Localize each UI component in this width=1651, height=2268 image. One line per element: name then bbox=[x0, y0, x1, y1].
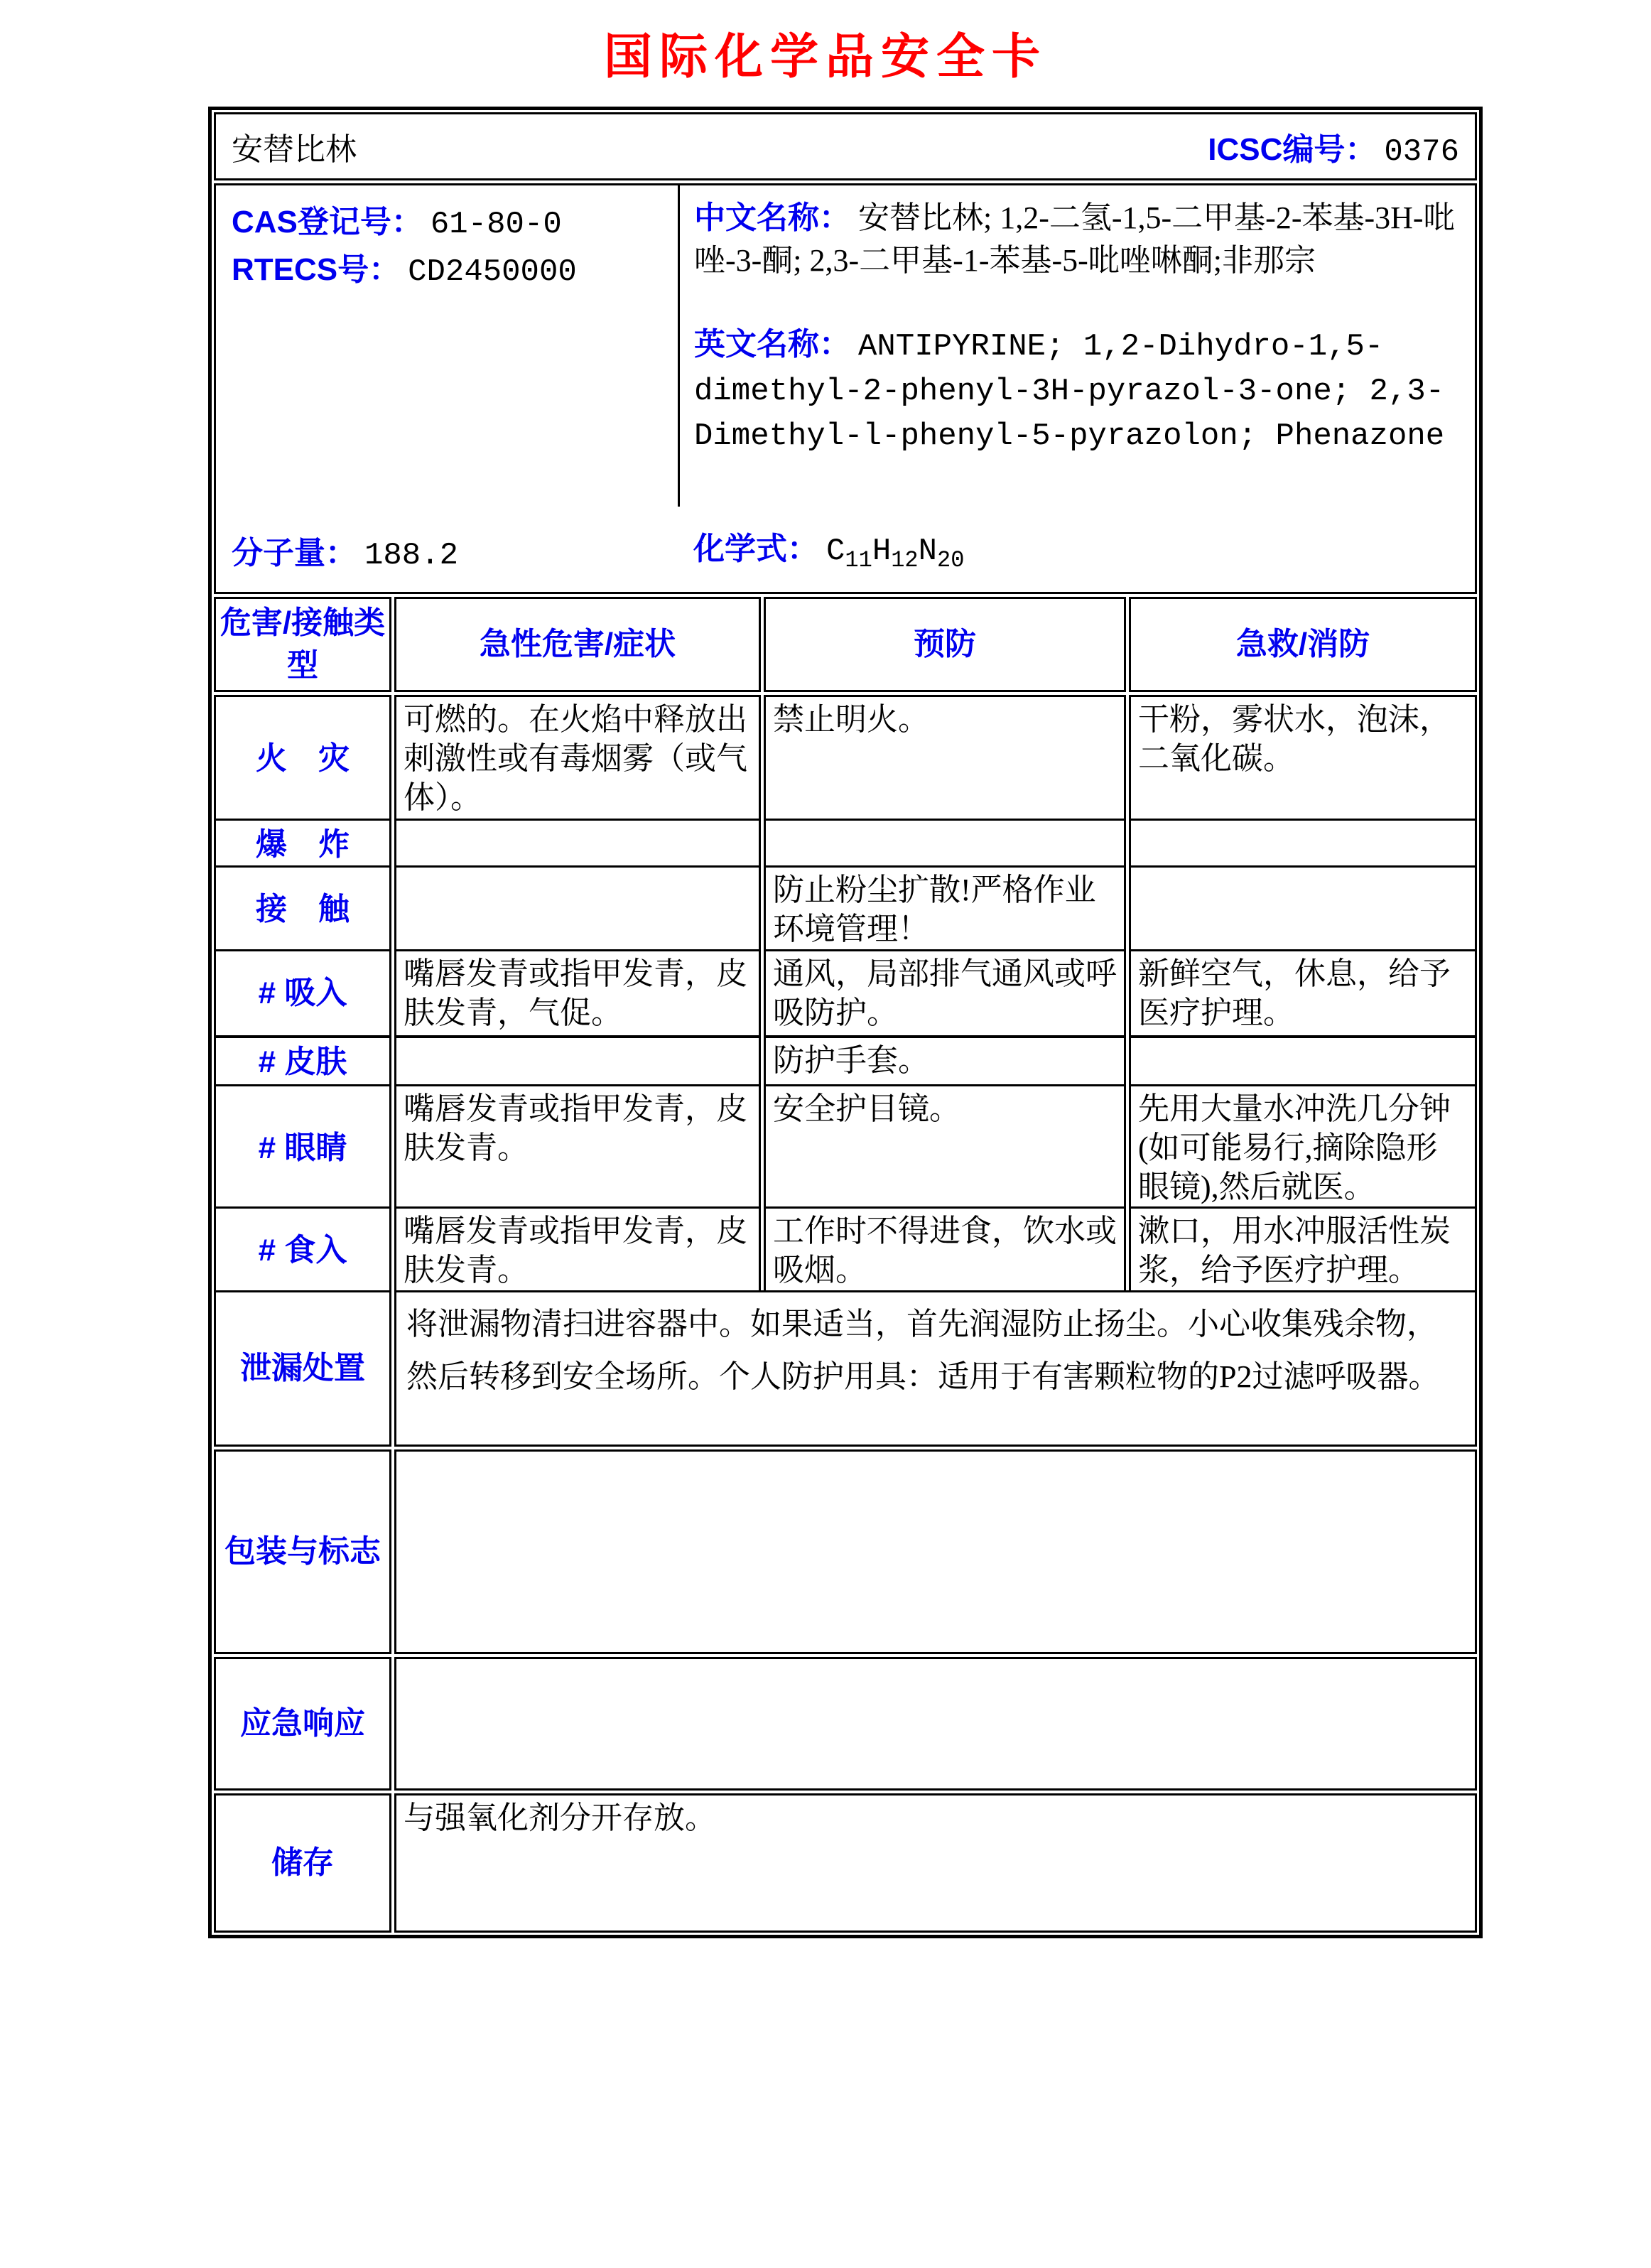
identifiers-row bbox=[214, 183, 1477, 594]
table-row-eyes bbox=[214, 1084, 1477, 1204]
header-hazard-type: 危害/接触类型 bbox=[214, 597, 391, 692]
packaging-labelling-content bbox=[394, 1449, 1477, 1654]
row-label-storage: 储存 bbox=[214, 1793, 391, 1933]
row-label-packaging-labelling: 包装与标志 bbox=[214, 1449, 391, 1654]
row-label-contact: 接 触 bbox=[214, 865, 391, 954]
row-label-emergency-response: 应急响应 bbox=[214, 1657, 391, 1791]
row-label-eyes: # 眼睛 bbox=[214, 1084, 391, 1211]
row-label-ingestion: # 食入 bbox=[214, 1206, 391, 1295]
table-row-packaging-labelling bbox=[214, 1449, 1477, 1654]
fire-firstaid: 干粉，雾状水，泡沫，二氧化碳。 bbox=[1129, 695, 1477, 822]
molecular-weight-label: 分子量： bbox=[232, 536, 357, 571]
eyes-prevention: 安全护目镜。 bbox=[764, 1084, 1126, 1211]
english-name-paragraph bbox=[694, 323, 1461, 458]
inhalation-prevention: 通风，局部排气通风或呼吸防护。 bbox=[764, 949, 1126, 1037]
chemical-formula bbox=[693, 523, 964, 573]
row-label-spill-disposal: 泄漏处置 bbox=[214, 1290, 391, 1447]
english-name-label: 英文名称： bbox=[694, 327, 850, 362]
table-row-explosion bbox=[214, 819, 1477, 863]
fire-symptoms: 可燃的。在火焰中释放出刺激性或有毒烟雾（或气体）。 bbox=[394, 695, 761, 822]
page-title: 国际化学品安全卡 bbox=[603, 30, 1047, 84]
ingestion-prevention: 工作时不得进食，饮水或吸烟。 bbox=[764, 1206, 1126, 1295]
contact-firstaid bbox=[1129, 865, 1477, 954]
rtecs-number-line bbox=[232, 247, 662, 295]
icsc-card bbox=[208, 107, 1483, 1938]
table-row-fire bbox=[214, 695, 1477, 816]
registry-numbers bbox=[216, 185, 678, 309]
table-row-ingestion bbox=[214, 1206, 1477, 1287]
inhalation-symptoms: 嘴唇发青或指甲发青，皮肤发青，气促。 bbox=[394, 949, 761, 1037]
fire-prevention: 禁止明火。 bbox=[764, 695, 1126, 822]
row-label-fire: 火 灾 bbox=[214, 695, 391, 822]
spill-disposal-content: 将泄漏物清扫进容器中。如果适当，首先润湿防止扬尘。小心收集残余物，然后转移到安全场所。个人防护用具：适用于有害颗粒物的P2过滤呼吸器。 bbox=[394, 1290, 1477, 1447]
explosion-symptoms bbox=[394, 819, 761, 871]
chemical-formula-value: $C_{11}H_{12}N_{20}$ bbox=[826, 534, 965, 573]
ingestion-symptoms: 嘴唇发青或指甲发青，皮肤发青。 bbox=[394, 1206, 761, 1295]
header-firstaid-firefighting: 急救/消防 bbox=[1129, 597, 1477, 692]
table-row-emergency-response bbox=[214, 1657, 1477, 1791]
row-label-explosion: 爆 炸 bbox=[214, 819, 391, 871]
icsc-number bbox=[1208, 124, 1459, 170]
rtecs-value: CD2450000 bbox=[408, 254, 577, 290]
icsc-number-label: ICSC编号： bbox=[1208, 131, 1377, 167]
table-row-storage bbox=[214, 1793, 1477, 1933]
table-row-contact bbox=[214, 865, 1477, 946]
table-row-skin bbox=[214, 1036, 1477, 1081]
contact-prevention: 防止粉尘扩散!严格作业环境管理！ bbox=[764, 865, 1126, 954]
storage-content: 与强氧化剂分开存放。 bbox=[394, 1793, 1477, 1933]
row-label-skin: # 皮肤 bbox=[214, 1036, 391, 1089]
eyes-symptoms: 嘴唇发青或指甲发青，皮肤发青。 bbox=[394, 1084, 761, 1211]
cas-label: CAS登记号： bbox=[232, 205, 423, 239]
molecular-weight-value: 188.2 bbox=[364, 538, 459, 573]
chinese-name-label: 中文名称： bbox=[694, 200, 850, 235]
table-row-inhalation bbox=[214, 949, 1477, 1033]
header-acute-symptoms: 急性危害/症状 bbox=[394, 597, 761, 692]
header-prevention: 预防 bbox=[764, 597, 1126, 692]
row-label-inhalation: # 吸入 bbox=[214, 949, 391, 1037]
table-row-spill-disposal bbox=[214, 1290, 1477, 1447]
rtecs-label: RTECS号： bbox=[232, 252, 401, 287]
ingestion-firstaid: 漱口，用水冲服活性炭浆，给予医疗护理。 bbox=[1129, 1206, 1477, 1295]
english-name-value: ANTIPYRINE; 1,2-Dihydro-1,5-dimethyl-2-phenyl-3H-pyrazol-3-one; 2,3-Dimethyl-l-phenyl-5-pyrazolon; Phenazone bbox=[694, 329, 1445, 454]
eyes-firstaid: 先用大量水冲洗几分钟(如可能易行,摘除隐形眼镜),然后就医。 bbox=[1129, 1084, 1477, 1211]
cas-number-line bbox=[232, 200, 662, 247]
skin-symptoms bbox=[394, 1036, 761, 1089]
substance-header-row bbox=[214, 112, 1477, 180]
substance-name: 安替比林 bbox=[232, 132, 357, 167]
explosion-firstaid bbox=[1129, 819, 1477, 871]
contact-symptoms bbox=[394, 865, 761, 954]
emergency-response-content bbox=[394, 1657, 1477, 1791]
skin-firstaid bbox=[1129, 1036, 1477, 1089]
chinese-name-paragraph bbox=[694, 197, 1461, 282]
molecular-weight bbox=[232, 527, 458, 573]
chemical-formula-label: 化学式： bbox=[693, 531, 818, 567]
chinese-name-value: 安替比林; 1,2-二氢-1,5-二甲基-2-苯基-3H-吡唑-3-酮; 2,3-二甲基-1-苯基-5-吡唑啉酮;非那宗 bbox=[694, 200, 1455, 278]
cas-value: 61-80-0 bbox=[430, 207, 562, 242]
chemical-names bbox=[678, 185, 1475, 507]
icsc-number-value: 0376 bbox=[1384, 134, 1459, 170]
hazard-table-header-row bbox=[214, 597, 1477, 692]
inhalation-firstaid: 新鲜空气，休息，给予医疗护理。 bbox=[1129, 949, 1477, 1037]
skin-prevention: 防护手套。 bbox=[764, 1036, 1126, 1089]
explosion-prevention bbox=[764, 819, 1126, 871]
